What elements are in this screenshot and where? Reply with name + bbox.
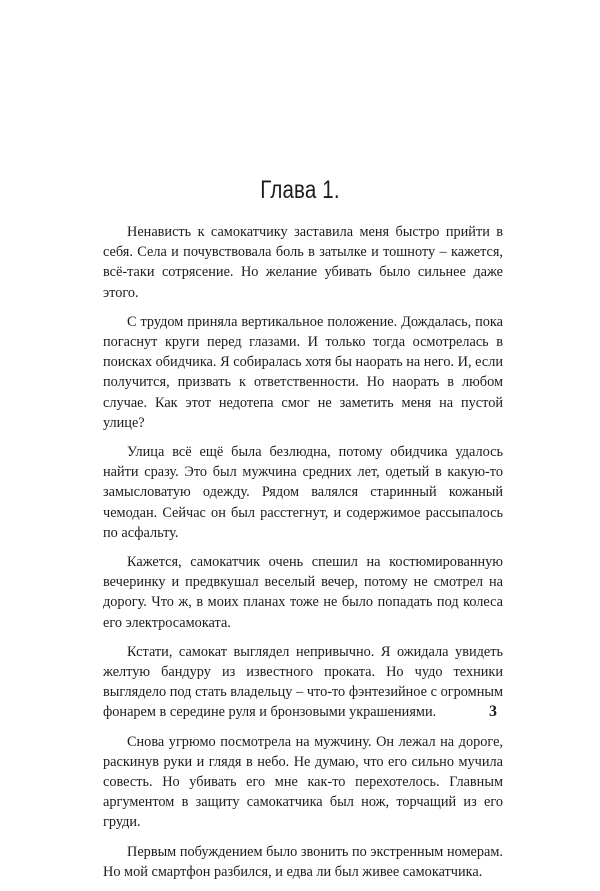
chapter-title: Глава 1. [260,176,340,204]
paragraph: С трудом приняла вертикальное положение. Дождалась, пока погаснут круги перед глазами. И только тогда осмотрелась в поисках обидчика. Я собиралась хотя бы наорать на него. И, если получится, призвать к ответственности. Но наорать в любом случае. Как этот недотепа смог не заметить меня на пустой улице? [103,313,503,431]
chapter-body [103,222,503,891]
paragraph: Ненависть к самокатчику заставила меня быстро прийти в себя. Села и почувствовала боль в затылке и тошноту – кажется, всё-таки сотрясение. Но желание убивать было сильнее даже этого. [103,224,503,301]
paragraph: Кстати, самокат выглядел непривычно. Я ожидала увидеть желтую бандуру из известного проката. Но чудо техники выглядело под стать владельцу – что-то фэнтезийное с огромным фонарем в середине руля и бронзовыми украшениями. [103,643,503,721]
page-number: 3 [489,703,497,720]
paragraph: Первым побуждением было звонить по экстренным номерам. Но мой смартфон разбился, и едва ли был живее самокатчика. [103,843,503,880]
paragraph: Кажется, самокатчик очень спешил на костюмированную вечеринку и предвкушал веселый вечер, потому не смотрел на дорогу. Что ж, в моих планах тоже не было попадать под колеса его электросамоката. [103,554,503,631]
paragraph: Снова угрюмо посмотрела на мужчину. Он лежал на дороге, раскинув руки и глядя в небо. Не думаю, что его сильно мучила совесть. Но убивать его мне как-то перехотелось. Главным аргументом в защиту самокатчика был нож, торчащий из его груди. [103,733,503,831]
paragraph: Улица всё ещё была безлюдна, потому обидчика удалось найти сразу. Это был мужчина средних лет, одетый в какую-то замысловатую одежду. Рядом валялся старинный кожаный чемодан. Сейчас он был расстегнут, и содержимое рассыпалось по асфальту. [103,444,503,541]
